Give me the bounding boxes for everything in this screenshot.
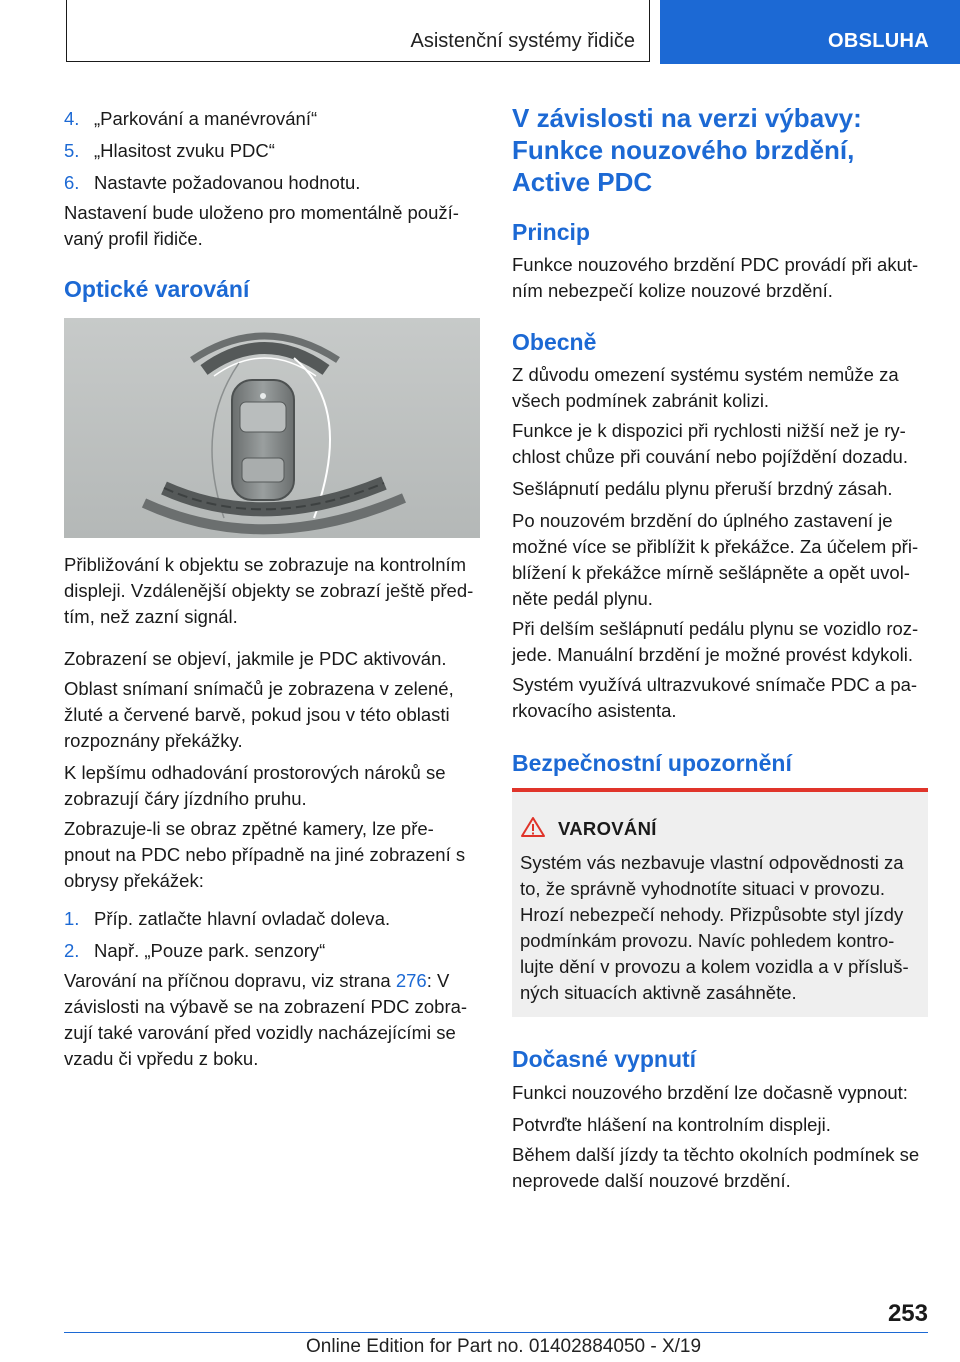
- step-text: Příp. zatlačte hlavní ovladač doleva.: [94, 908, 391, 929]
- paragraph-text: Během další jízdy ta těchto okolních podmínek se neprovede další nouzové brzdění.: [512, 1144, 920, 1191]
- paragraph-text: Z důvodu omezení systému systém nemůže za všech podmínek zabránit kolizi.: [512, 364, 899, 411]
- page-header: [0, 0, 960, 66]
- display-paragraph: [64, 646, 480, 672]
- paragraph-text: Při delším sešlápnutí pedálu plynu se vozidlo roz-jede. Manuální brzdění je možné provést kdykoli.: [512, 618, 919, 665]
- list-item: [64, 170, 480, 196]
- paragraph-text: Oblast snímaní snímačů je zobrazena v zelené, žluté a červené barvě, pokud jsou v této oblasti rozpoznány překážky.: [64, 678, 454, 751]
- warning-triangle-icon: [520, 816, 546, 843]
- step-text: „Hlasitost zvuku PDC“: [94, 140, 275, 161]
- list-item: [64, 138, 480, 164]
- footer-divider: [64, 1332, 928, 1333]
- section-heading-safety: Bezpečnostní upozornění: [512, 750, 792, 776]
- paragraph-text: Funkci nouzového brzdění lze dočasně vypnout:: [512, 1082, 908, 1103]
- page-number: 253: [887, 1300, 928, 1327]
- paragraph-text: Přibližování k objektu se zobrazuje na kontrolním displeji. Vzdálenější objekty se zobrazí ještě před-tím, než zazní signál.: [64, 554, 474, 627]
- general-paragraph-5: [512, 616, 928, 668]
- paragraph-text: Potvrďte hlášení na kontrolním displeji.: [512, 1114, 831, 1135]
- paragraph-text: Sešlápnutí pedálu plynu přeruší brzdný zásah.: [512, 478, 893, 499]
- camera-paragraph: [64, 816, 480, 894]
- general-paragraph-1: [512, 362, 928, 414]
- lines-paragraph: [64, 760, 480, 812]
- section-heading-temporary: Dočasné vypnutí: [512, 1046, 697, 1072]
- list-item: [64, 106, 480, 132]
- text-run: : V závislosti na výbavě se na zobrazení PDC zobra-zují také varování před vozidly nacházejícími se vzadu či vpředu z boku.: [64, 970, 468, 1069]
- warning-text-block: [520, 850, 920, 1006]
- figure-caption: [64, 552, 480, 630]
- general-paragraph-4: [512, 508, 928, 612]
- step-text: Nastavte požadovanou hodnotu.: [94, 172, 361, 193]
- section-title: Asistenční systémy řidiče: [410, 30, 635, 52]
- section-heading-optical: Optické varování: [64, 276, 250, 302]
- main-heading-line-2: Funkce nouzového brzdění,: [512, 135, 855, 165]
- car-shape: [232, 380, 294, 500]
- step-number: 5.: [64, 140, 80, 161]
- edition-text: Online Edition for Part no. 01402884050 - X/19: [306, 1336, 702, 1357]
- pdc-illustration-svg: [64, 318, 480, 538]
- step-number: 4.: [64, 108, 80, 129]
- text-run: Varování na příčnou dopravu, viz strana: [64, 970, 396, 991]
- paragraph-text: K lepšímu odhadování prostorových nároků se zobrazují čáry jízdního pruhu.: [64, 762, 446, 809]
- chapter-tab: OBSLUHA: [660, 0, 960, 64]
- temp-paragraph-2: [512, 1112, 928, 1138]
- warning-box: [512, 788, 928, 1017]
- step-number: 1.: [64, 908, 80, 929]
- page-link[interactable]: 276: [395, 970, 427, 991]
- section-heading-principle: Princip: [512, 219, 590, 245]
- cross-traffic-paragraph: [64, 968, 480, 1072]
- paragraph-text: Systém vás nezbavuje vlastní odpovědnosti za to, že správně vyhodnotíte situaci v provozu. Hrozí nebezpečí nehody. Přizpůsobte styl jízdy podmínkám provozu. Navíc pohledem kontro-lujte dění v provozu a kolem vozidla a v přísluš-ných situacích aktivně zasáhněte.: [520, 852, 909, 1003]
- warning-title: VAROVÁNÍ: [558, 818, 657, 839]
- temp-paragraph-1: [512, 1080, 928, 1106]
- general-paragraph-2: [512, 418, 928, 470]
- general-paragraph-3: [512, 476, 928, 502]
- section-heading-general: Obecně: [512, 329, 597, 355]
- list-item: [64, 938, 480, 964]
- saved-paragraph: [64, 200, 480, 252]
- pdc-illustration: [64, 318, 480, 538]
- list-item: [64, 906, 480, 932]
- paragraph-text: Zobrazení se objeví, jakmile je PDC aktivován.: [64, 648, 447, 669]
- paragraph-text: [64, 968, 480, 1072]
- header-frame: [66, 0, 650, 62]
- principle-paragraph: [512, 252, 928, 304]
- area-paragraph: [64, 676, 480, 754]
- paragraph-text: Nastavení bude uloženo pro momentálně použí-vaný profil řidiče.: [64, 202, 459, 249]
- paragraph-text: Systém využívá ultrazvukové snímače PDC a pa-rkovacího asistenta.: [512, 674, 918, 721]
- paragraph-text: Funkce je k dispozici při rychlosti nižší než je ry-chlost chůze při couvání nebo pojíždění dozadu.: [512, 420, 908, 467]
- step-text: Např. „Pouze park. senzory“: [94, 940, 326, 961]
- general-paragraph-6: [512, 672, 928, 724]
- main-heading-line-3: Active PDC: [512, 167, 653, 197]
- step-number: 6.: [64, 172, 80, 193]
- temp-paragraph-3: [512, 1142, 928, 1194]
- paragraph-text: Po nouzovém brzdění do úplného zastavení je možné více se přiblížit k překážce. Za účelem při-blížení k překážce mírně sešlápněte a opět uvol-něte pedál plynu.: [512, 510, 919, 609]
- step-text: „Parkování a manévrování“: [94, 108, 318, 129]
- paragraph-text: Zobrazuje-li se obraz zpětné kamery, lze pře-pnout na PDC nebo případně na jiné zobrazení s obrysy překážek:: [64, 818, 466, 891]
- paragraph-text: Funkce nouzového brzdění PDC provádí při akut-ním nebezpečí kolize nouzové brzdění.: [512, 254, 919, 301]
- step-number: 2.: [64, 940, 80, 961]
- main-heading-line-1: V závislosti na verzi výbavy:: [512, 103, 862, 133]
